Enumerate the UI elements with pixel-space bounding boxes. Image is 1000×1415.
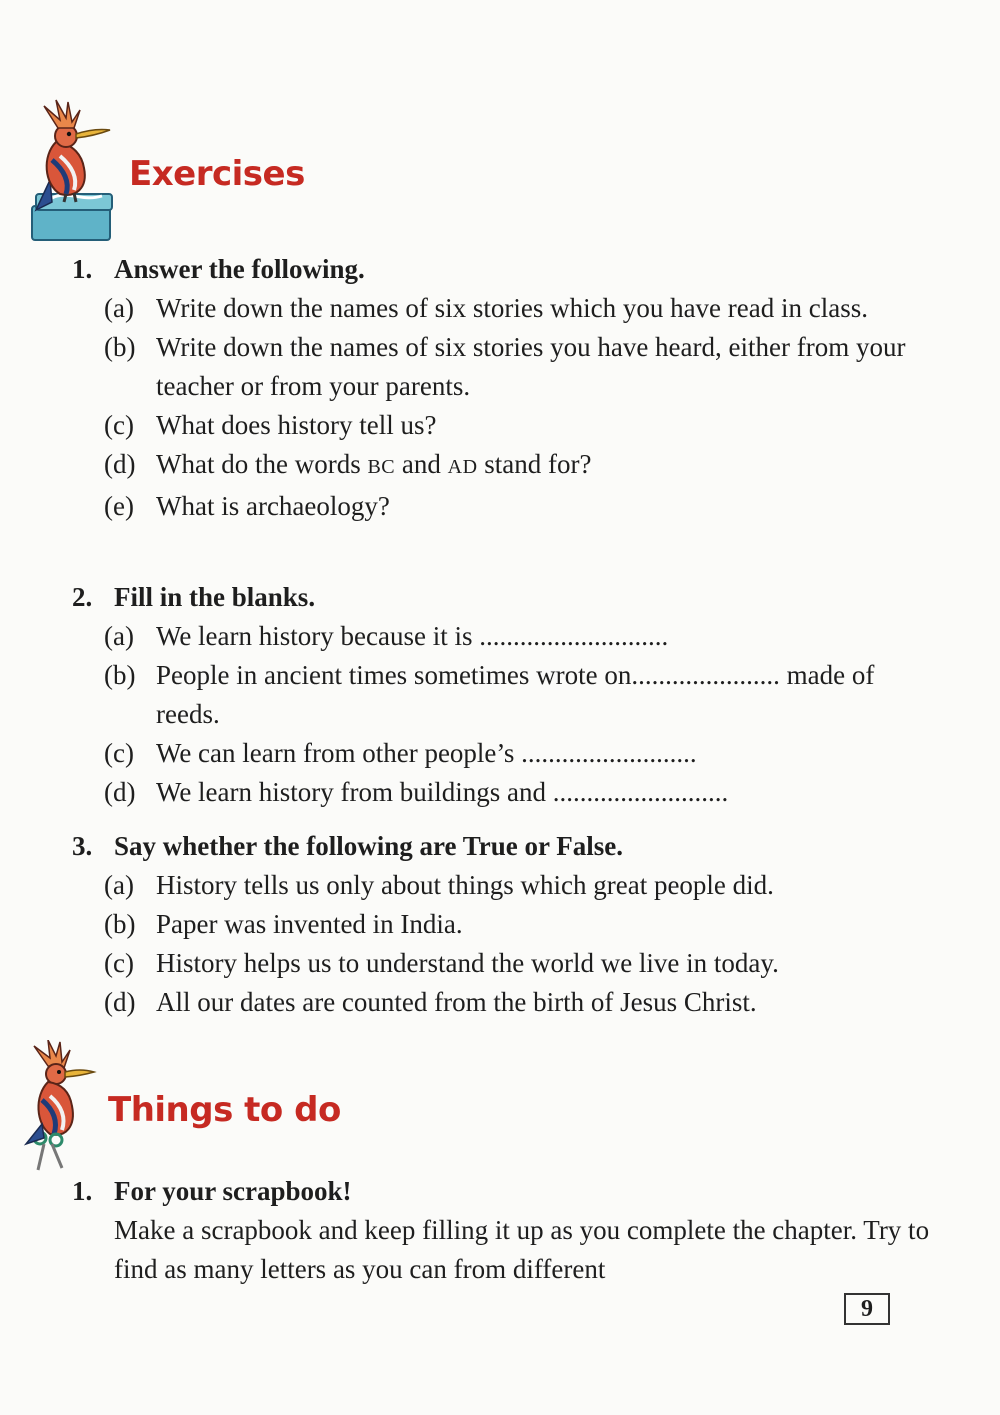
question-number: 2.	[72, 582, 93, 612]
item-text: Write down the names of six stories which you have read in class.	[156, 293, 868, 323]
item-label: (b)	[104, 660, 136, 690]
item-text: We learn history because it is ............................	[156, 621, 669, 651]
question-items	[104, 617, 932, 812]
list-item	[104, 328, 932, 406]
item-text: We can learn from other people’s ..........................	[156, 738, 697, 768]
question-number: 3.	[72, 831, 93, 861]
list-item	[104, 289, 932, 328]
item-label: (a)	[104, 621, 134, 651]
item-label: (c)	[104, 738, 134, 768]
item-label: (b)	[104, 909, 136, 939]
things-to-do-header	[18, 1040, 341, 1175]
item-text: All our dates are counted from the birth of Jesus Christ.	[156, 987, 757, 1017]
item-text	[156, 445, 932, 487]
item-label: (d)	[104, 987, 136, 1017]
list-item	[104, 617, 932, 656]
item-label: (d)	[104, 449, 136, 479]
hoopoe-on-books-icon	[22, 98, 117, 246]
question-items	[104, 866, 932, 1022]
text-part: and	[395, 449, 448, 479]
item-text: Paper was invented in India.	[156, 909, 463, 939]
list-item	[104, 487, 932, 526]
things-to-do-item-1	[72, 1172, 932, 1289]
item-label: (c)	[104, 410, 134, 440]
item-label: (c)	[104, 948, 134, 978]
question-heading-text: For your scrapbook!	[114, 1176, 352, 1206]
exercise-question-2	[72, 578, 932, 812]
question-heading	[72, 1172, 932, 1211]
text-part: What do the words	[156, 449, 368, 479]
list-item	[104, 866, 932, 905]
item-label: (d)	[104, 777, 136, 807]
abbr-bc: BC	[367, 456, 396, 478]
item-label: (a)	[104, 293, 134, 323]
question-heading-text: Answer the following.	[114, 254, 365, 284]
question-heading	[72, 578, 932, 617]
item-text: What is archaeology?	[156, 491, 390, 521]
question-heading	[72, 827, 932, 866]
item-text: History helps us to understand the world we live in today.	[156, 948, 779, 978]
list-item	[104, 734, 932, 773]
text-part: stand for?	[477, 449, 592, 479]
question-number: 1.	[72, 254, 93, 284]
list-item	[104, 983, 932, 1022]
question-items	[104, 289, 932, 526]
page-number: 9	[844, 1293, 890, 1325]
scrapbook-paragraph: Make a scrapbook and keep filling it up as you complete the chapter. Try to find as many letters as you can from different	[114, 1215, 930, 1284]
list-item	[104, 656, 932, 734]
item-label: (a)	[104, 870, 134, 900]
list-item	[104, 445, 932, 487]
list-item	[104, 406, 932, 445]
question-heading-text: Say whether the following are True or False.	[114, 831, 623, 861]
item-label: (b)	[104, 332, 136, 362]
list-item	[104, 905, 932, 944]
things-to-do-title: Things to do	[108, 1089, 341, 1130]
item-text: Write down the names of six stories you have heard, either from your teacher or from your parents.	[156, 332, 906, 401]
item-label: (e)	[104, 491, 134, 521]
exercises-title: Exercises	[129, 154, 305, 194]
question-number: 1.	[72, 1176, 93, 1206]
exercise-question-3	[72, 827, 932, 1022]
exercises-header	[22, 98, 305, 246]
item-text: We learn history from buildings and ..........................	[156, 777, 729, 807]
list-item	[104, 773, 932, 812]
item-text: What does history tell us?	[156, 410, 437, 440]
item-text: History tells us only about things which great people did.	[156, 870, 774, 900]
question-heading-text: Fill in the blanks.	[114, 582, 316, 612]
hoopoe-icon	[18, 1040, 98, 1175]
list-item	[104, 944, 932, 983]
exercise-question-1	[72, 250, 932, 526]
question-heading	[72, 250, 932, 289]
abbr-ad: AD	[447, 456, 478, 478]
item-text: People in ancient times sometimes wrote on...................... made of reeds.	[156, 660, 875, 729]
